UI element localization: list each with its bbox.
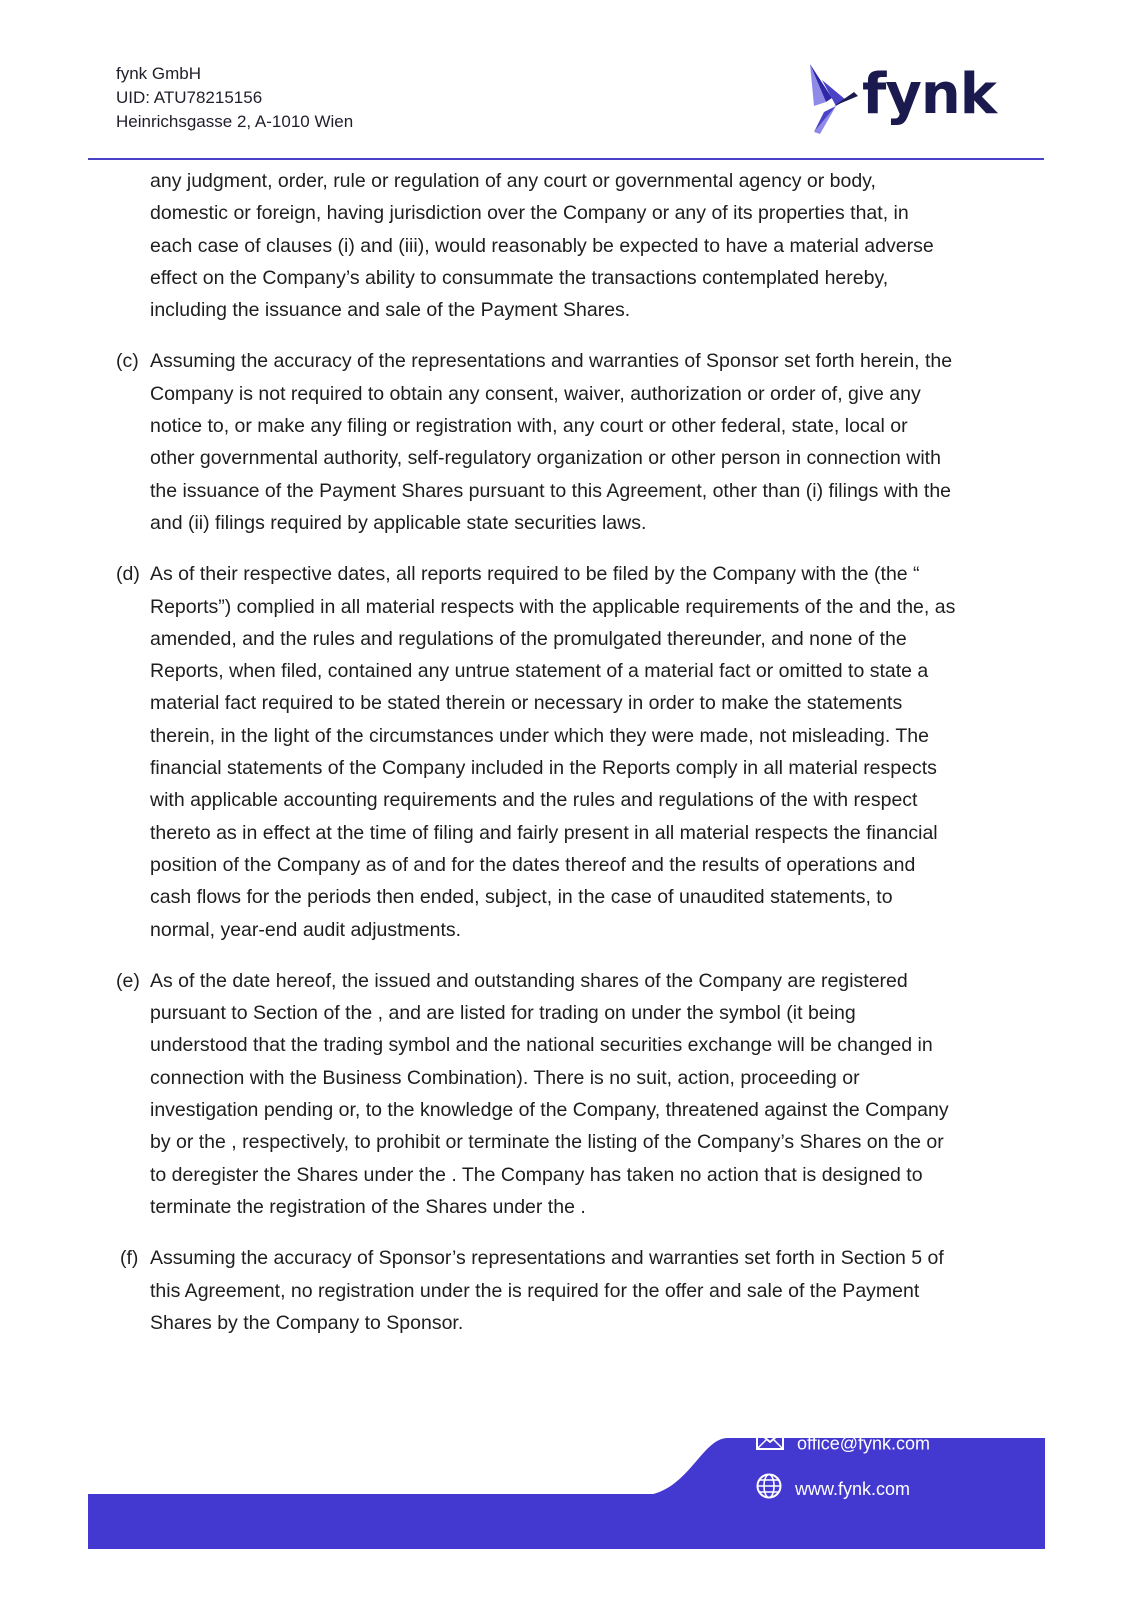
clause-marker: (c) — [116, 350, 139, 373]
clause-marker: (f) — [120, 1247, 139, 1270]
text-line: notice to, or make any filing or registration with, any court or other federal, state, local or — [150, 415, 908, 438]
text-line: effect on the Company’s ability to consummate the transactions contemplated hereby, — [150, 266, 889, 289]
bird-logo-icon — [806, 62, 866, 138]
text-line: Shares by the Company to Sponsor. — [150, 1311, 464, 1334]
text-line: Assuming the accuracy of the representations and warranties of Sponsor set forth herein, the — [150, 350, 953, 373]
text-line: therein, in the light of the circumstances under which they were made, not misleading. The — [150, 724, 929, 747]
text-line: domestic or foreign, having jurisdiction over the Company or any of its properties that, in — [150, 202, 909, 225]
paragraph-d — [116, 558, 1046, 946]
fynk-logo — [806, 62, 1006, 142]
header-divider — [88, 158, 1044, 160]
text-line: normal, year-end audit adjustments. — [150, 918, 462, 941]
text-line: investigation pending or, to the knowledge of the Company, threatened against the Company — [150, 1099, 949, 1122]
text-line: Assuming the accuracy of Sponsor’s representations and warranties set forth in Section 5 of — [150, 1247, 944, 1270]
company-uid: UID: ATU78215156 — [116, 88, 263, 107]
text-line: As of the date hereof, the issued and outstanding shares of the Company are registered — [150, 969, 908, 992]
logo-wordmark: fynk — [862, 62, 996, 127]
text-line: position of the Company as of and for the dates thereof and the results of operations and — [150, 853, 916, 876]
text-line: financial statements of the Company included in the Reports comply in all material respects — [150, 757, 937, 780]
text-line: As of their respective dates, all reports required to be filed by the Company with the (the “ — [150, 563, 920, 586]
text-line: this Agreement, no registration under the is required for the offer and sale of the Payment — [150, 1279, 920, 1302]
text-line: Company is not required to obtain any consent, waiver, authorization or order of, give any — [150, 382, 921, 405]
company-info — [116, 62, 353, 134]
text-line: any judgment, order, rule or regulation of any court or governmental agency or body, — [150, 170, 876, 192]
globe-icon — [756, 1473, 782, 1505]
text-line: understood that the trading symbol and the national securities exchange will be changed in — [150, 1034, 933, 1057]
company-name: fynk GmbH — [116, 64, 202, 83]
text-line: Reports”) complied in all material respects with the applicable requirements of the and the, as — [150, 595, 956, 618]
paragraph-c — [116, 345, 1046, 539]
text-line: thereto as in effect at the time of filing and fairly present in all material respects the financial — [150, 821, 938, 844]
clause-marker: (d) — [116, 563, 140, 586]
text-line: with applicable accounting requirements and the rules and regulations of the with respect — [150, 789, 918, 812]
paragraph-e — [116, 965, 1046, 1223]
text-line: each case of clauses (i) and (iii), would reasonably be expected to have a material adverse — [150, 234, 934, 257]
company-address: Heinrichsgasse 2, A-1010 Wien — [116, 112, 354, 131]
text-line: amended, and the rules and regulations of the promulgated thereunder, and none of the — [150, 627, 907, 650]
text-line: the issuance of the Payment Shares pursuant to this Agreement, other than (i) filings with the — [150, 479, 952, 502]
website-text: www.fynk.com — [795, 1479, 911, 1499]
text-line: connection with the Business Combination). There is no suit, action, proceeding or — [150, 1066, 860, 1089]
envelope-icon — [756, 1430, 784, 1456]
text-line: terminate the registration of the Shares under the . — [150, 1195, 586, 1218]
text-line: and (ii) filings required by applicable state securities laws. — [150, 511, 647, 534]
footer-email[interactable] — [756, 1430, 930, 1456]
paragraph-continuation — [116, 165, 1046, 326]
clause-marker: (e) — [116, 969, 140, 992]
document-body — [116, 165, 1046, 1339]
text-line: cash flows for the periods then ended, subject, in the case of unaudited statements, to — [150, 886, 893, 909]
text-line: other governmental authority, self-regulatory organization or other person in connection with — [150, 447, 941, 470]
text-line: by or the , respectively, to prohibit or terminate the listing of the Company’s Shares on the or — [150, 1131, 944, 1154]
text-line: pursuant to Section of the , and are listed for trading on under the symbol (it being — [150, 1002, 856, 1025]
text-line: to deregister the Shares under the . The Company has taken no action that is designed to — [150, 1163, 923, 1186]
text-line: Reports, when filed, contained any untrue statement of a material fact or omitted to state a — [150, 660, 929, 683]
footer-website[interactable] — [756, 1473, 910, 1505]
text-line: material fact required to be stated therein or necessary in order to make the statements — [150, 692, 903, 715]
email-text: office@fynk.com — [797, 1433, 931, 1454]
text-line: including the issuance and sale of the Payment Shares. — [150, 299, 631, 322]
paragraph-f — [116, 1242, 1046, 1339]
